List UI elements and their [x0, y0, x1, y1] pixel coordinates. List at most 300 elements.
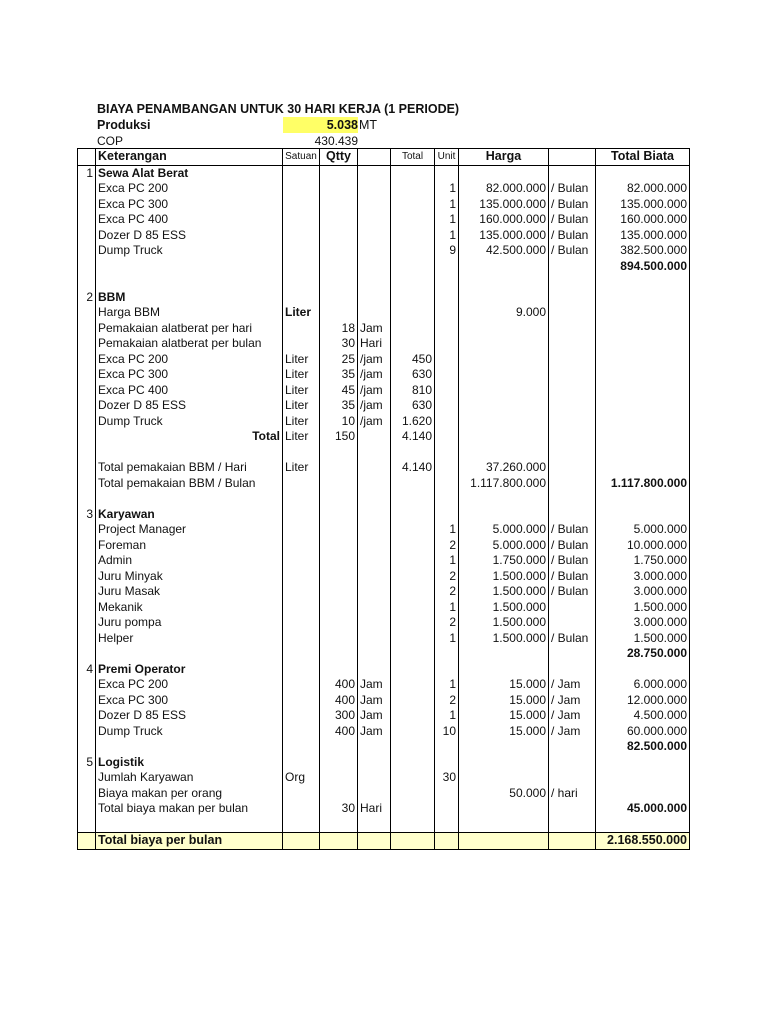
- cell-harga[interactable]: [459, 352, 549, 368]
- cell-qtty[interactable]: 25: [320, 352, 358, 368]
- cell-qtty-unit[interactable]: [358, 600, 391, 616]
- cell-harga[interactable]: [459, 801, 549, 817]
- cell-total[interactable]: [391, 662, 435, 678]
- cell-harga[interactable]: [459, 259, 549, 275]
- cell-harga-unit[interactable]: / Bulan: [549, 228, 596, 244]
- cell-total[interactable]: 4.140: [391, 460, 435, 476]
- cell-total[interactable]: [391, 181, 435, 197]
- cell-harga[interactable]: 1.500.000: [459, 631, 549, 647]
- cell-total-biata[interactable]: [596, 165, 690, 181]
- cell-total[interactable]: [391, 445, 435, 461]
- cell-satuan[interactable]: [283, 336, 320, 352]
- cell-unit[interactable]: 1: [435, 522, 459, 538]
- cell-no[interactable]: 4: [78, 662, 96, 678]
- cell-no[interactable]: [78, 600, 96, 616]
- cell-no[interactable]: [78, 259, 96, 275]
- cell-no[interactable]: [78, 398, 96, 414]
- cell-keterangan[interactable]: Admin: [96, 553, 283, 569]
- cell-harga-unit[interactable]: [549, 274, 596, 290]
- cell-harga-unit[interactable]: [549, 476, 596, 492]
- cell-keterangan[interactable]: Helper: [96, 631, 283, 647]
- cell-harga[interactable]: [459, 383, 549, 399]
- cell-qtty[interactable]: [320, 305, 358, 321]
- cell-harga-unit[interactable]: / Jam: [549, 724, 596, 740]
- cell-no[interactable]: [78, 538, 96, 554]
- cell-no[interactable]: [78, 429, 96, 445]
- cell-total-biata[interactable]: [596, 352, 690, 368]
- cell-keterangan[interactable]: Exca PC 200: [96, 181, 283, 197]
- cell-no[interactable]: 3: [78, 507, 96, 523]
- cell-qtty-unit[interactable]: [358, 212, 391, 228]
- cell-satuan[interactable]: [283, 584, 320, 600]
- cell-harga-unit[interactable]: / Bulan: [549, 538, 596, 554]
- cell-total[interactable]: [391, 305, 435, 321]
- cell-qtty-unit[interactable]: [358, 522, 391, 538]
- cell-total[interactable]: [391, 631, 435, 647]
- cell-harga-unit[interactable]: [549, 507, 596, 523]
- cell-satuan[interactable]: [283, 817, 320, 833]
- cell-total-biata[interactable]: [596, 770, 690, 786]
- cell-total-biata[interactable]: 135.000.000: [596, 197, 690, 213]
- cell-harga[interactable]: 1.500.000: [459, 569, 549, 585]
- cell-total[interactable]: [391, 259, 435, 275]
- cell-harga-unit[interactable]: / Bulan: [549, 553, 596, 569]
- cell-harga-unit[interactable]: / Bulan: [549, 181, 596, 197]
- cell-unit[interactable]: [435, 507, 459, 523]
- cell-unit[interactable]: 2: [435, 693, 459, 709]
- cell-harga-unit[interactable]: [549, 165, 596, 181]
- cell-total[interactable]: [391, 677, 435, 693]
- cell-qtty-unit[interactable]: Jam: [358, 708, 391, 724]
- cell-qtty-unit[interactable]: /jam: [358, 352, 391, 368]
- cell-no[interactable]: [78, 212, 96, 228]
- cell-harga[interactable]: 1.500.000: [459, 584, 549, 600]
- cell-harga-unit[interactable]: [549, 445, 596, 461]
- cell-total-biata[interactable]: [596, 755, 690, 771]
- cell-qtty[interactable]: [320, 476, 358, 492]
- cell-unit[interactable]: [435, 414, 459, 430]
- cell-qtty[interactable]: [320, 569, 358, 585]
- total-cell-keterangan[interactable]: Total biaya per bulan: [96, 833, 283, 850]
- cell-total-biata[interactable]: [596, 274, 690, 290]
- cell-unit[interactable]: [435, 383, 459, 399]
- cell-unit[interactable]: 2: [435, 584, 459, 600]
- cell-satuan[interactable]: [283, 491, 320, 507]
- cell-harga[interactable]: [459, 321, 549, 337]
- cell-qtty-unit[interactable]: [358, 615, 391, 631]
- cell-total-biata[interactable]: 60.000.000: [596, 724, 690, 740]
- cell-total-biata[interactable]: [596, 491, 690, 507]
- cell-qtty-unit[interactable]: /jam: [358, 367, 391, 383]
- cell-satuan[interactable]: [283, 631, 320, 647]
- cell-keterangan[interactable]: Sewa Alat Berat: [96, 165, 283, 181]
- cell-harga[interactable]: [459, 755, 549, 771]
- cell-no[interactable]: [78, 491, 96, 507]
- cell-satuan[interactable]: [283, 755, 320, 771]
- cell-total-biata[interactable]: [596, 507, 690, 523]
- cell-harga[interactable]: 1.500.000: [459, 615, 549, 631]
- cell-total[interactable]: [391, 801, 435, 817]
- cell-keterangan[interactable]: Dozer D 85 ESS: [96, 228, 283, 244]
- cell-harga[interactable]: 15.000: [459, 724, 549, 740]
- cell-harga-unit[interactable]: / Bulan: [549, 522, 596, 538]
- cell-total-biata[interactable]: 45.000.000: [596, 801, 690, 817]
- cell-harga-unit[interactable]: / Bulan: [549, 631, 596, 647]
- cell-total-biata[interactable]: 10.000.000: [596, 538, 690, 554]
- cell-no[interactable]: [78, 352, 96, 368]
- cell-satuan[interactable]: Liter: [283, 414, 320, 430]
- cell-qtty-unit[interactable]: [358, 817, 391, 833]
- cell-qtty-unit[interactable]: /jam: [358, 383, 391, 399]
- cell-unit[interactable]: 1: [435, 212, 459, 228]
- cell-total-biata[interactable]: [596, 336, 690, 352]
- cell-unit[interactable]: [435, 429, 459, 445]
- cell-no[interactable]: [78, 305, 96, 321]
- cell-qtty[interactable]: [320, 786, 358, 802]
- cell-keterangan[interactable]: [96, 445, 283, 461]
- cell-harga-unit[interactable]: [549, 352, 596, 368]
- cell-qtty-unit[interactable]: [358, 491, 391, 507]
- cell-total-biata[interactable]: [596, 786, 690, 802]
- cell-harga[interactable]: 135.000.000: [459, 228, 549, 244]
- cell-no[interactable]: [78, 786, 96, 802]
- cell-qtty-unit[interactable]: [358, 739, 391, 755]
- cell-keterangan[interactable]: Karyawan: [96, 507, 283, 523]
- cell-unit[interactable]: [435, 662, 459, 678]
- total-cell-total-biata[interactable]: 2.168.550.000: [596, 833, 690, 850]
- cell-keterangan[interactable]: Foreman: [96, 538, 283, 554]
- cell-no[interactable]: [78, 708, 96, 724]
- cell-satuan[interactable]: Liter: [283, 367, 320, 383]
- cell-keterangan[interactable]: Exca PC 400: [96, 383, 283, 399]
- cell-no[interactable]: [78, 476, 96, 492]
- cell-harga[interactable]: [459, 165, 549, 181]
- cell-unit[interactable]: [435, 336, 459, 352]
- cell-harga-unit[interactable]: [549, 755, 596, 771]
- cell-unit[interactable]: [435, 305, 459, 321]
- cell-harga[interactable]: [459, 398, 549, 414]
- cell-harga-unit[interactable]: / Jam: [549, 708, 596, 724]
- cell-total[interactable]: [391, 569, 435, 585]
- cell-harga-unit[interactable]: [549, 429, 596, 445]
- cell-qtty[interactable]: 300: [320, 708, 358, 724]
- cell-total[interactable]: [391, 507, 435, 523]
- cell-keterangan[interactable]: Dozer D 85 ESS: [96, 708, 283, 724]
- cell-keterangan[interactable]: Dump Truck: [96, 243, 283, 259]
- cell-no[interactable]: [78, 336, 96, 352]
- cell-unit[interactable]: [435, 367, 459, 383]
- cell-total-biata[interactable]: [596, 429, 690, 445]
- cell-keterangan[interactable]: BBM: [96, 290, 283, 306]
- cell-qtty[interactable]: 10: [320, 414, 358, 430]
- cell-satuan[interactable]: [283, 801, 320, 817]
- cell-total[interactable]: [391, 708, 435, 724]
- cell-qtty[interactable]: [320, 259, 358, 275]
- cell-qtty-unit[interactable]: [358, 553, 391, 569]
- cell-qtty[interactable]: 400: [320, 724, 358, 740]
- cell-qtty[interactable]: 30: [320, 801, 358, 817]
- cell-qtty-unit[interactable]: [358, 165, 391, 181]
- cell-keterangan[interactable]: Dump Truck: [96, 724, 283, 740]
- cell-unit[interactable]: [435, 259, 459, 275]
- cell-no[interactable]: [78, 522, 96, 538]
- cell-satuan[interactable]: [283, 708, 320, 724]
- cell-harga-unit[interactable]: [549, 259, 596, 275]
- cell-unit[interactable]: 2: [435, 615, 459, 631]
- cell-total-biata[interactable]: 894.500.000: [596, 259, 690, 275]
- cell-harga-unit[interactable]: [549, 491, 596, 507]
- cell-unit[interactable]: 10: [435, 724, 459, 740]
- cell-harga[interactable]: [459, 336, 549, 352]
- cell-no[interactable]: [78, 553, 96, 569]
- cell-qtty-unit[interactable]: [358, 569, 391, 585]
- cell-qtty-unit[interactable]: [358, 538, 391, 554]
- cell-harga-unit[interactable]: [549, 817, 596, 833]
- cell-satuan[interactable]: Liter: [283, 398, 320, 414]
- cell-total-biata[interactable]: 82.000.000: [596, 181, 690, 197]
- cell-total[interactable]: 630: [391, 367, 435, 383]
- cell-satuan[interactable]: [283, 274, 320, 290]
- cell-total[interactable]: [391, 228, 435, 244]
- cell-harga[interactable]: [459, 662, 549, 678]
- cell-no[interactable]: [78, 367, 96, 383]
- cell-harga-unit[interactable]: / Jam: [549, 693, 596, 709]
- cell-harga[interactable]: [459, 817, 549, 833]
- cell-satuan[interactable]: [283, 165, 320, 181]
- cell-no[interactable]: [78, 724, 96, 740]
- cell-harga-unit[interactable]: [549, 414, 596, 430]
- cell-harga[interactable]: [459, 507, 549, 523]
- cell-qtty-unit[interactable]: Jam: [358, 724, 391, 740]
- cell-qtty-unit[interactable]: [358, 243, 391, 259]
- cell-satuan[interactable]: Liter: [283, 352, 320, 368]
- cell-qtty-unit[interactable]: [358, 429, 391, 445]
- cell-qtty[interactable]: [320, 631, 358, 647]
- total-cell-no[interactable]: [78, 833, 96, 850]
- cell-unit[interactable]: [435, 460, 459, 476]
- cell-harga-unit[interactable]: / Bulan: [549, 197, 596, 213]
- cell-keterangan[interactable]: Exca PC 300: [96, 693, 283, 709]
- cell-keterangan[interactable]: Exca PC 300: [96, 367, 283, 383]
- cell-satuan[interactable]: [283, 677, 320, 693]
- cell-harga[interactable]: [459, 445, 549, 461]
- cell-qtty[interactable]: [320, 646, 358, 662]
- cell-total[interactable]: [391, 165, 435, 181]
- cell-total[interactable]: [391, 553, 435, 569]
- cell-total[interactable]: [391, 321, 435, 337]
- cell-qtty[interactable]: [320, 507, 358, 523]
- cell-qtty-unit[interactable]: [358, 445, 391, 461]
- cell-keterangan[interactable]: [96, 259, 283, 275]
- cell-qtty-unit[interactable]: [358, 631, 391, 647]
- cell-harga[interactable]: [459, 290, 549, 306]
- cell-unit[interactable]: 30: [435, 770, 459, 786]
- cell-qtty-unit[interactable]: [358, 507, 391, 523]
- cell-unit[interactable]: [435, 755, 459, 771]
- cell-keterangan[interactable]: Total pemakaian BBM / Hari: [96, 460, 283, 476]
- cell-no[interactable]: [78, 770, 96, 786]
- cell-no[interactable]: [78, 646, 96, 662]
- cell-keterangan[interactable]: Exca PC 300: [96, 197, 283, 213]
- cell-qtty-unit[interactable]: [358, 228, 391, 244]
- cell-no[interactable]: [78, 243, 96, 259]
- cell-harga[interactable]: 50.000: [459, 786, 549, 802]
- cell-satuan[interactable]: [283, 243, 320, 259]
- cell-total[interactable]: [391, 724, 435, 740]
- cell-harga-unit[interactable]: / Jam: [549, 677, 596, 693]
- cell-total[interactable]: [391, 243, 435, 259]
- cell-keterangan[interactable]: Premi Operator: [96, 662, 283, 678]
- cell-harga-unit[interactable]: [549, 662, 596, 678]
- cell-harga[interactable]: 1.500.000: [459, 600, 549, 616]
- cell-keterangan[interactable]: [96, 739, 283, 755]
- cell-satuan[interactable]: [283, 646, 320, 662]
- cell-total[interactable]: [391, 212, 435, 228]
- cell-satuan[interactable]: [283, 739, 320, 755]
- cell-keterangan[interactable]: Exca PC 200: [96, 677, 283, 693]
- cell-qtty[interactable]: [320, 197, 358, 213]
- cell-qtty-unit[interactable]: [358, 584, 391, 600]
- cell-satuan[interactable]: [283, 212, 320, 228]
- cell-total-biata[interactable]: 5.000.000: [596, 522, 690, 538]
- cell-qtty[interactable]: [320, 228, 358, 244]
- cell-satuan[interactable]: Liter: [283, 429, 320, 445]
- cell-total[interactable]: [391, 491, 435, 507]
- cell-harga-unit[interactable]: [549, 600, 596, 616]
- cell-total-biata[interactable]: 12.000.000: [596, 693, 690, 709]
- cell-harga[interactable]: 82.000.000: [459, 181, 549, 197]
- cell-qtty[interactable]: [320, 445, 358, 461]
- cell-keterangan[interactable]: Biaya makan per orang: [96, 786, 283, 802]
- cell-total[interactable]: [391, 693, 435, 709]
- cell-total-biata[interactable]: [596, 414, 690, 430]
- cell-no[interactable]: [78, 321, 96, 337]
- cell-total[interactable]: [391, 522, 435, 538]
- cell-harga-unit[interactable]: [549, 460, 596, 476]
- cell-unit[interactable]: 2: [435, 569, 459, 585]
- cell-satuan[interactable]: [283, 662, 320, 678]
- cell-keterangan[interactable]: Juru pompa: [96, 615, 283, 631]
- cell-unit[interactable]: [435, 445, 459, 461]
- cell-unit[interactable]: 1: [435, 228, 459, 244]
- cell-harga-unit[interactable]: / Bulan: [549, 243, 596, 259]
- cell-total[interactable]: [391, 646, 435, 662]
- cell-keterangan[interactable]: Juru Masak: [96, 584, 283, 600]
- cell-no[interactable]: [78, 739, 96, 755]
- cell-qtty-unit[interactable]: Jam: [358, 321, 391, 337]
- cell-keterangan[interactable]: Harga BBM: [96, 305, 283, 321]
- cell-total[interactable]: [391, 197, 435, 213]
- cell-harga[interactable]: [459, 367, 549, 383]
- cell-total-biata[interactable]: 160.000.000: [596, 212, 690, 228]
- cell-unit[interactable]: 1: [435, 553, 459, 569]
- cell-qtty[interactable]: [320, 165, 358, 181]
- cell-qtty-unit[interactable]: [358, 197, 391, 213]
- cell-unit[interactable]: [435, 801, 459, 817]
- cell-no[interactable]: [78, 414, 96, 430]
- cell-harga[interactable]: 1.117.800.000: [459, 476, 549, 492]
- cell-unit[interactable]: [435, 290, 459, 306]
- cell-qtty[interactable]: [320, 522, 358, 538]
- cell-keterangan[interactable]: [96, 646, 283, 662]
- cell-qtty[interactable]: 18: [320, 321, 358, 337]
- cop-value[interactable]: 430.439: [314, 134, 358, 148]
- cell-qtty[interactable]: [320, 491, 358, 507]
- total-cell-qtty-unit[interactable]: [358, 833, 391, 850]
- cell-harga-unit[interactable]: [549, 646, 596, 662]
- cell-no[interactable]: [78, 615, 96, 631]
- cell-harga-unit[interactable]: [549, 305, 596, 321]
- cell-unit[interactable]: 1: [435, 677, 459, 693]
- cell-keterangan[interactable]: Logistik: [96, 755, 283, 771]
- total-cell-qtty[interactable]: [320, 833, 358, 850]
- cell-keterangan[interactable]: [96, 491, 283, 507]
- cell-total-biata[interactable]: [596, 305, 690, 321]
- cell-total-biata[interactable]: [596, 460, 690, 476]
- cell-satuan[interactable]: [283, 197, 320, 213]
- produksi-value[interactable]: 5.038: [326, 118, 358, 132]
- cell-harga[interactable]: 42.500.000: [459, 243, 549, 259]
- cell-total[interactable]: [391, 600, 435, 616]
- cell-no[interactable]: [78, 693, 96, 709]
- cell-total-biata[interactable]: 1.117.800.000: [596, 476, 690, 492]
- cell-harga[interactable]: [459, 491, 549, 507]
- cell-qtty-unit[interactable]: /jam: [358, 414, 391, 430]
- cell-harga-unit[interactable]: [549, 321, 596, 337]
- cell-keterangan[interactable]: Dump Truck: [96, 414, 283, 430]
- cell-unit[interactable]: [435, 476, 459, 492]
- cell-harga[interactable]: [459, 646, 549, 662]
- cell-unit[interactable]: 1: [435, 708, 459, 724]
- cell-total[interactable]: [391, 786, 435, 802]
- cell-total[interactable]: 4.140: [391, 429, 435, 445]
- cell-total[interactable]: [391, 817, 435, 833]
- cell-total[interactable]: [391, 538, 435, 554]
- cell-harga[interactable]: 15.000: [459, 708, 549, 724]
- cell-qtty[interactable]: [320, 181, 358, 197]
- cell-qtty-unit[interactable]: /jam: [358, 398, 391, 414]
- cell-qtty[interactable]: [320, 553, 358, 569]
- total-cell-unit[interactable]: [435, 833, 459, 850]
- cell-unit[interactable]: [435, 646, 459, 662]
- cell-satuan[interactable]: Liter: [283, 383, 320, 399]
- cell-harga-unit[interactable]: [549, 290, 596, 306]
- cell-unit[interactable]: 1: [435, 631, 459, 647]
- cell-keterangan[interactable]: Total pemakaian BBM / Bulan: [96, 476, 283, 492]
- cell-total[interactable]: [391, 476, 435, 492]
- cell-keterangan[interactable]: Total biaya makan per bulan: [96, 801, 283, 817]
- cell-harga[interactable]: 1.750.000: [459, 553, 549, 569]
- cell-keterangan[interactable]: Jumlah Karyawan: [96, 770, 283, 786]
- cell-total-biata[interactable]: 4.500.000: [596, 708, 690, 724]
- cell-qtty-unit[interactable]: Jam: [358, 677, 391, 693]
- cell-total[interactable]: [391, 615, 435, 631]
- cell-harga-unit[interactable]: [549, 615, 596, 631]
- cell-qtty-unit[interactable]: [358, 786, 391, 802]
- cell-keterangan[interactable]: Project Manager: [96, 522, 283, 538]
- cell-harga[interactable]: 9.000: [459, 305, 549, 321]
- cell-unit[interactable]: 2: [435, 538, 459, 554]
- cell-qtty-unit[interactable]: [358, 476, 391, 492]
- total-cell-satuan[interactable]: [283, 833, 320, 850]
- cell-no[interactable]: [78, 817, 96, 833]
- cell-keterangan[interactable]: Pemakaian alatberat per bulan: [96, 336, 283, 352]
- cell-no[interactable]: [78, 460, 96, 476]
- cell-keterangan[interactable]: Total: [96, 429, 283, 445]
- cell-no[interactable]: 1: [78, 165, 96, 181]
- cell-keterangan[interactable]: Exca PC 400: [96, 212, 283, 228]
- cell-qtty[interactable]: [320, 274, 358, 290]
